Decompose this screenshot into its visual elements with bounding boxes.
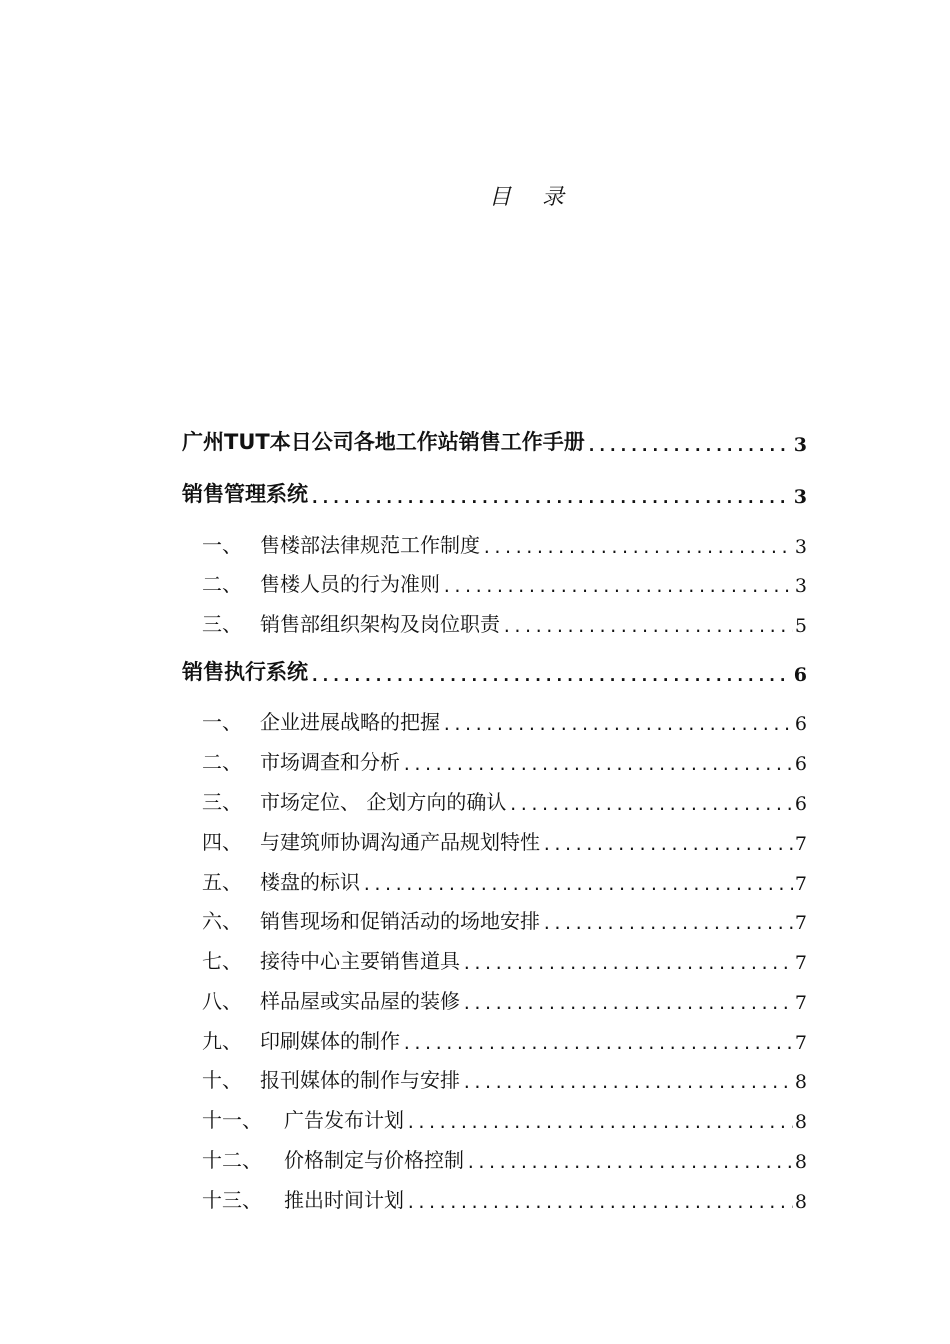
toc-leader-dots [362, 875, 793, 895]
toc-leader-dots [502, 617, 793, 637]
toc-entry-number: 十二、 [202, 1148, 262, 1172]
toc-entry[interactable] [182, 656, 807, 686]
toc-leader-dots [402, 1034, 793, 1054]
toc-entry[interactable] [202, 1063, 807, 1093]
toc-leader-dots [462, 1073, 793, 1093]
toc-entry-text: 售楼部法律规范工作制度 [260, 533, 480, 557]
toc-page-number: 6 [793, 664, 807, 686]
toc-entry[interactable] [202, 984, 807, 1014]
toc-page-number: 7 [794, 873, 807, 895]
toc-page-number: 8 [794, 1191, 807, 1213]
toc-leader-dots [587, 436, 792, 456]
toc-page-number: 8 [794, 1111, 807, 1133]
toc-entry-text: 企业进展战略的把握 [260, 710, 440, 734]
toc-entry[interactable] [202, 567, 807, 597]
toc-entry-number: 九、 [202, 1029, 242, 1053]
toc-entry-text: 市场定位、 企划方向的确认 [260, 790, 507, 814]
toc-page-number: 6 [794, 713, 807, 735]
toc-entry[interactable] [182, 426, 807, 456]
toc-leader-dots [442, 577, 793, 597]
toc-entry[interactable] [202, 528, 807, 558]
toc-leader-dots [482, 538, 793, 558]
toc-entry-text: 推出时间计划 [284, 1188, 404, 1212]
toc-leader-dots [462, 954, 793, 974]
toc-page-number: 7 [794, 992, 807, 1014]
toc-entry[interactable] [202, 1103, 807, 1133]
toc-entry[interactable] [202, 944, 807, 974]
toc-leader-dots [402, 755, 793, 775]
toc-entry-text: 样品屋或实品屋的装修 [260, 989, 460, 1013]
toc-entry-text: 销售现场和促销活动的场地安排 [260, 909, 540, 933]
toc-entry[interactable] [202, 904, 807, 934]
toc-entry-text: 与建筑师协调沟通产品规划特性 [260, 830, 540, 854]
toc-page-number: 7 [794, 952, 807, 974]
toc-entry-number: 十一、 [202, 1108, 262, 1132]
toc-entry-number: 八、 [202, 989, 242, 1013]
toc-entry-number: 四、 [202, 830, 242, 854]
toc-entry-text: 印刷媒体的制作 [260, 1029, 400, 1053]
toc-leader-dots [466, 1153, 793, 1173]
toc-page-number: 8 [794, 1071, 807, 1093]
toc-entry[interactable] [202, 1143, 807, 1173]
toc-entry-text: 售楼人员的行为准则 [260, 572, 440, 596]
toc-page-number: 6 [794, 793, 807, 815]
toc-leader-dots [508, 795, 793, 815]
toc-entry-number: 三、 [202, 790, 242, 814]
toc-page-number: 3 [793, 486, 807, 508]
toc-entry[interactable] [202, 607, 807, 637]
toc-entry-text: 接待中心主要销售道具 [260, 949, 460, 973]
toc-entry-number: 二、 [202, 572, 242, 596]
toc-leader-dots [406, 1193, 793, 1213]
toc-entry[interactable] [202, 825, 807, 855]
toc-entry-text: 市场调查和分析 [260, 750, 400, 774]
toc-entry[interactable] [202, 705, 807, 735]
page-title: 目 录 [489, 185, 576, 210]
toc-entry-text: 广州TUT本日公司各地工作站销售工作手册 [182, 430, 585, 454]
toc-entry[interactable] [202, 745, 807, 775]
toc-page-number: 3 [793, 434, 807, 456]
toc-entry-text: 销售执行系统 [182, 660, 308, 684]
toc-leader-dots [542, 914, 793, 934]
toc-entry-text: 销售管理系统 [182, 482, 308, 506]
toc-leader-dots [442, 715, 793, 735]
toc-entry-text: 报刊媒体的制作与安排 [260, 1068, 460, 1092]
toc-page-number: 5 [794, 615, 807, 637]
toc-entry-number: 六、 [202, 909, 242, 933]
toc-leader-dots [542, 835, 793, 855]
toc-page-number: 6 [794, 753, 807, 775]
toc-entry[interactable] [182, 478, 807, 508]
toc-entry-number: 七、 [202, 949, 242, 973]
toc-entry-number: 五、 [202, 870, 242, 894]
toc-entry-number: 三、 [202, 612, 242, 636]
toc-entry[interactable] [202, 1024, 807, 1054]
toc-entry-number: 二、 [202, 750, 242, 774]
toc-entry[interactable] [202, 1183, 807, 1213]
toc-entry-number: 十、 [202, 1068, 242, 1092]
toc-entry-number: 十三、 [202, 1188, 262, 1212]
toc-page-number: 3 [794, 536, 807, 558]
toc-leader-dots [462, 994, 793, 1014]
toc-page-number: 8 [794, 1151, 807, 1173]
toc-entry-number: 一、 [202, 533, 242, 557]
toc-page-number: 7 [794, 1032, 807, 1054]
toc-leader-dots [310, 666, 792, 686]
toc-page-number: 3 [794, 575, 807, 597]
toc-leader-dots [310, 488, 792, 508]
toc-entry[interactable] [202, 785, 807, 815]
toc-page-number: 7 [794, 912, 807, 934]
toc-entry-text: 楼盘的标识 [260, 870, 360, 894]
toc-entry[interactable] [202, 865, 807, 895]
toc-entry-text: 价格制定与价格控制 [284, 1148, 464, 1172]
toc-entry-text: 广告发布计划 [284, 1108, 404, 1132]
toc-page-number: 7 [794, 833, 807, 855]
toc-leader-dots [406, 1113, 793, 1133]
toc-entry-number: 一、 [202, 710, 242, 734]
toc-entry-text: 销售部组织架构及岗位职责 [260, 612, 500, 636]
